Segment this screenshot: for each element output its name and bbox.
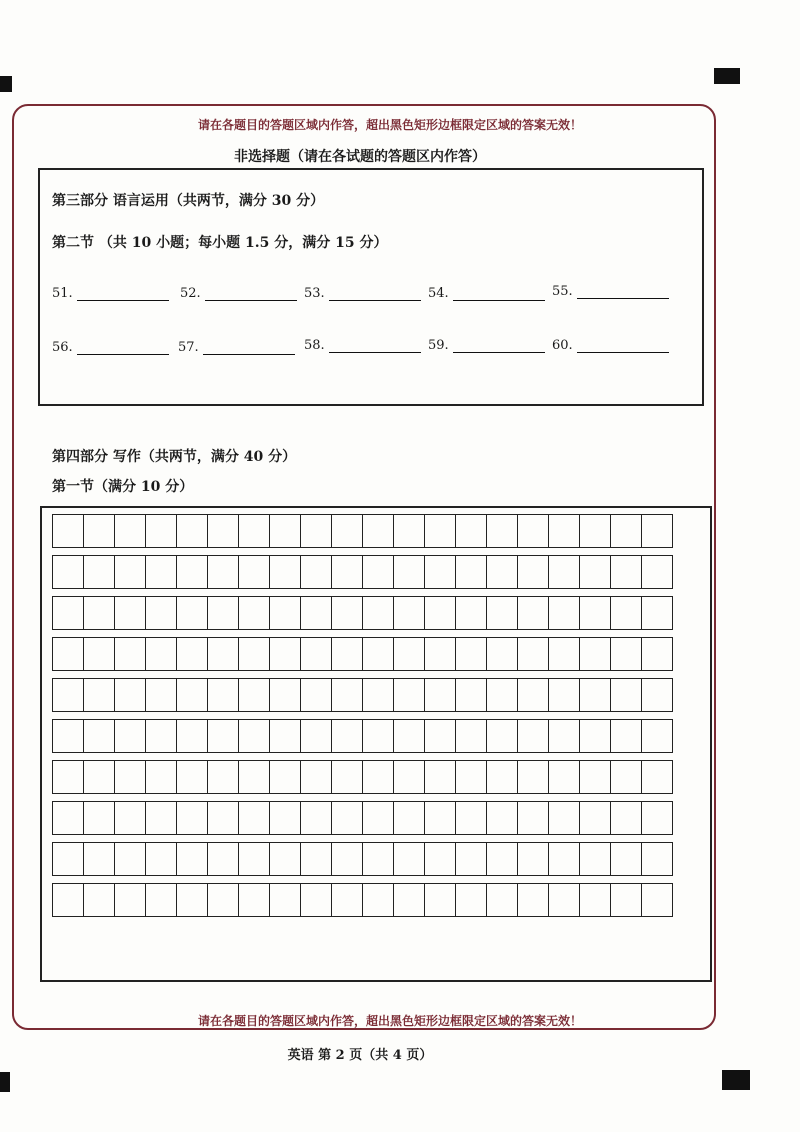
grid-row bbox=[52, 842, 673, 876]
grid-cell[interactable] bbox=[146, 515, 177, 547]
grid-cell[interactable] bbox=[115, 802, 146, 834]
grid-cell[interactable] bbox=[549, 597, 580, 629]
answer-line[interactable] bbox=[453, 340, 545, 353]
grid-cell[interactable] bbox=[642, 556, 673, 588]
grid-cell[interactable] bbox=[487, 556, 518, 588]
grid-cell[interactable] bbox=[580, 802, 611, 834]
grid-cell[interactable] bbox=[425, 597, 456, 629]
part3-title: 第三部分 语言运用（共两节，满分 30 分） bbox=[52, 193, 325, 209]
answer-number: 57. bbox=[178, 340, 199, 355]
grid-cell[interactable] bbox=[456, 720, 487, 752]
grid-cell[interactable] bbox=[53, 679, 84, 711]
grid-cell[interactable] bbox=[487, 720, 518, 752]
grid-cell[interactable] bbox=[425, 802, 456, 834]
grid-cell[interactable] bbox=[611, 884, 642, 916]
grid-cell[interactable] bbox=[239, 720, 270, 752]
grid-cell[interactable] bbox=[270, 802, 301, 834]
grid-row bbox=[52, 719, 673, 753]
grid-cell[interactable] bbox=[332, 761, 363, 793]
grid-cell[interactable] bbox=[487, 597, 518, 629]
grid-cell[interactable] bbox=[394, 638, 425, 670]
grid-cell[interactable] bbox=[332, 597, 363, 629]
grid-cell[interactable] bbox=[146, 884, 177, 916]
grid-cell[interactable] bbox=[518, 720, 549, 752]
grid-cell[interactable] bbox=[518, 556, 549, 588]
grid-cell[interactable] bbox=[53, 515, 84, 547]
registration-mark-top-left bbox=[0, 76, 12, 92]
grid-cell[interactable] bbox=[363, 515, 394, 547]
grid-cell[interactable] bbox=[239, 843, 270, 875]
grid-cell[interactable] bbox=[177, 884, 208, 916]
answer-number: 56. bbox=[52, 340, 73, 355]
grid-cell[interactable] bbox=[394, 679, 425, 711]
grid-cell[interactable] bbox=[84, 843, 115, 875]
grid-cell[interactable] bbox=[84, 597, 115, 629]
grid-cell[interactable] bbox=[549, 720, 580, 752]
grid-cell[interactable] bbox=[332, 556, 363, 588]
grid-cell[interactable] bbox=[208, 679, 239, 711]
grid-cell[interactable] bbox=[84, 515, 115, 547]
grid-cell[interactable] bbox=[239, 638, 270, 670]
grid-cell[interactable] bbox=[549, 638, 580, 670]
grid-cell[interactable] bbox=[115, 556, 146, 588]
grid-cell[interactable] bbox=[394, 761, 425, 793]
grid-cell[interactable] bbox=[611, 679, 642, 711]
page-footer: 英语 第 2 页（共 4 页） bbox=[287, 1048, 433, 1063]
grid-cell[interactable] bbox=[53, 638, 84, 670]
grid-cell[interactable] bbox=[487, 843, 518, 875]
answer-line[interactable] bbox=[77, 342, 169, 355]
grid-cell[interactable] bbox=[270, 720, 301, 752]
answer-line[interactable] bbox=[203, 342, 295, 355]
grid-cell[interactable] bbox=[146, 761, 177, 793]
warning-bottom: 请在各题目的答题区域内作答，超出黑色矩形边框限定区域的答案无效！ bbox=[197, 1014, 582, 1028]
grid-cell[interactable] bbox=[580, 679, 611, 711]
grid-cell[interactable] bbox=[301, 597, 332, 629]
answer-blank-53[interactable] bbox=[304, 286, 421, 301]
grid-cell[interactable] bbox=[549, 556, 580, 588]
grid-cell[interactable] bbox=[518, 884, 549, 916]
grid-cell[interactable] bbox=[146, 802, 177, 834]
grid-cell[interactable] bbox=[301, 638, 332, 670]
grid-cell[interactable] bbox=[53, 761, 84, 793]
grid-cell[interactable] bbox=[84, 884, 115, 916]
grid-cell[interactable] bbox=[549, 843, 580, 875]
grid-cell[interactable] bbox=[363, 720, 394, 752]
grid-cell[interactable] bbox=[518, 843, 549, 875]
grid-cell[interactable] bbox=[84, 679, 115, 711]
grid-cell[interactable] bbox=[84, 761, 115, 793]
grid-cell[interactable] bbox=[239, 802, 270, 834]
grid-cell[interactable] bbox=[580, 843, 611, 875]
grid-cell[interactable] bbox=[239, 597, 270, 629]
answer-number: 60. bbox=[552, 338, 573, 353]
grid-cell[interactable] bbox=[301, 679, 332, 711]
grid-cell[interactable] bbox=[332, 720, 363, 752]
answer-blank-55[interactable] bbox=[552, 284, 669, 299]
grid-cell[interactable] bbox=[363, 802, 394, 834]
registration-mark-bottom-right bbox=[722, 1070, 750, 1090]
grid-cell[interactable] bbox=[642, 515, 673, 547]
answer-blank-52[interactable] bbox=[180, 286, 297, 301]
grid-cell[interactable] bbox=[487, 761, 518, 793]
grid-cell[interactable] bbox=[518, 597, 549, 629]
grid-cell[interactable] bbox=[177, 597, 208, 629]
grid-cell[interactable] bbox=[332, 638, 363, 670]
grid-cell[interactable] bbox=[208, 638, 239, 670]
grid-cell[interactable] bbox=[456, 556, 487, 588]
grid-row bbox=[52, 514, 673, 548]
grid-cell[interactable] bbox=[53, 556, 84, 588]
grid-cell[interactable] bbox=[394, 556, 425, 588]
grid-row bbox=[52, 596, 673, 630]
grid-cell[interactable] bbox=[332, 515, 363, 547]
grid-cell[interactable] bbox=[53, 884, 84, 916]
answer-line[interactable] bbox=[577, 286, 669, 299]
grid-cell[interactable] bbox=[487, 515, 518, 547]
grid-cell[interactable] bbox=[425, 556, 456, 588]
grid-cell[interactable] bbox=[394, 802, 425, 834]
grid-cell[interactable] bbox=[549, 802, 580, 834]
grid-cell[interactable] bbox=[115, 597, 146, 629]
grid-cell[interactable] bbox=[177, 679, 208, 711]
grid-cell[interactable] bbox=[580, 597, 611, 629]
grid-cell[interactable] bbox=[487, 884, 518, 916]
answer-number: 53. bbox=[304, 286, 325, 301]
grid-cell[interactable] bbox=[301, 761, 332, 793]
grid-cell[interactable] bbox=[239, 884, 270, 916]
grid-cell[interactable] bbox=[301, 515, 332, 547]
answer-line[interactable] bbox=[205, 288, 297, 301]
grid-cell[interactable] bbox=[425, 761, 456, 793]
grid-cell[interactable] bbox=[208, 597, 239, 629]
grid-cell[interactable] bbox=[394, 843, 425, 875]
grid-cell[interactable] bbox=[611, 597, 642, 629]
grid-cell[interactable] bbox=[301, 843, 332, 875]
grid-cell[interactable] bbox=[53, 720, 84, 752]
part4-section1-title: 第一节（满分 10 分） bbox=[52, 479, 194, 495]
grid-cell[interactable] bbox=[115, 638, 146, 670]
grid-cell[interactable] bbox=[487, 802, 518, 834]
grid-cell[interactable] bbox=[456, 843, 487, 875]
answer-number: 59. bbox=[428, 338, 449, 353]
grid-cell[interactable] bbox=[177, 720, 208, 752]
grid-cell[interactable] bbox=[580, 884, 611, 916]
answer-line[interactable] bbox=[453, 288, 545, 301]
grid-cell[interactable] bbox=[456, 597, 487, 629]
answer-line[interactable] bbox=[77, 288, 169, 301]
grid-cell[interactable] bbox=[363, 843, 394, 875]
answer-number: 58. bbox=[304, 338, 325, 353]
grid-cell[interactable] bbox=[177, 802, 208, 834]
grid-cell[interactable] bbox=[177, 556, 208, 588]
grid-cell[interactable] bbox=[456, 515, 487, 547]
grid-cell[interactable] bbox=[146, 843, 177, 875]
part3-section2-title: 第二节 （共 10 小题；每小题 1.5 分，满分 15 分） bbox=[52, 235, 388, 251]
grid-cell[interactable] bbox=[115, 679, 146, 711]
grid-cell[interactable] bbox=[518, 515, 549, 547]
grid-cell[interactable] bbox=[208, 556, 239, 588]
grid-cell[interactable] bbox=[239, 515, 270, 547]
registration-mark-top-right bbox=[714, 68, 740, 84]
grid-cell[interactable] bbox=[425, 720, 456, 752]
grid-cell[interactable] bbox=[53, 843, 84, 875]
grid-cell[interactable] bbox=[518, 679, 549, 711]
grid-cell[interactable] bbox=[611, 638, 642, 670]
grid-cell[interactable] bbox=[642, 843, 673, 875]
grid-cell[interactable] bbox=[332, 884, 363, 916]
grid-row bbox=[52, 801, 673, 835]
grid-cell[interactable] bbox=[115, 515, 146, 547]
grid-cell[interactable] bbox=[115, 884, 146, 916]
grid-cell[interactable] bbox=[549, 761, 580, 793]
grid-row bbox=[52, 678, 673, 712]
grid-cell[interactable] bbox=[394, 515, 425, 547]
answer-blank-57[interactable] bbox=[178, 340, 295, 355]
section-title: 非选择题（请在各试题的答题区内作答） bbox=[234, 149, 486, 165]
grid-cell[interactable] bbox=[611, 720, 642, 752]
grid-cell[interactable] bbox=[208, 802, 239, 834]
grid-cell[interactable] bbox=[611, 515, 642, 547]
grid-cell[interactable] bbox=[84, 720, 115, 752]
grid-cell[interactable] bbox=[580, 515, 611, 547]
grid-cell[interactable] bbox=[301, 884, 332, 916]
grid-cell[interactable] bbox=[642, 679, 673, 711]
grid-cell[interactable] bbox=[363, 638, 394, 670]
grid-cell[interactable] bbox=[146, 597, 177, 629]
grid-cell[interactable] bbox=[549, 679, 580, 711]
grid-cell[interactable] bbox=[270, 515, 301, 547]
grid-cell[interactable] bbox=[53, 597, 84, 629]
answer-line[interactable] bbox=[329, 340, 421, 353]
grid-cell[interactable] bbox=[270, 638, 301, 670]
grid-cell[interactable] bbox=[456, 884, 487, 916]
grid-cell[interactable] bbox=[270, 679, 301, 711]
grid-row bbox=[52, 637, 673, 671]
grid-cell[interactable] bbox=[363, 884, 394, 916]
grid-cell[interactable] bbox=[208, 720, 239, 752]
grid-cell[interactable] bbox=[146, 720, 177, 752]
grid-cell[interactable] bbox=[518, 802, 549, 834]
answer-blank-58[interactable] bbox=[304, 338, 421, 353]
answer-number: 54. bbox=[428, 286, 449, 301]
grid-cell[interactable] bbox=[177, 515, 208, 547]
grid-cell[interactable] bbox=[115, 843, 146, 875]
grid-row bbox=[52, 883, 673, 917]
grid-cell[interactable] bbox=[301, 556, 332, 588]
grid-cell[interactable] bbox=[146, 556, 177, 588]
grid-cell[interactable] bbox=[487, 679, 518, 711]
grid-cell[interactable] bbox=[580, 556, 611, 588]
answer-line[interactable] bbox=[329, 288, 421, 301]
warning-top: 请在各题目的答题区域内作答，超出黑色矩形边框限定区域的答案无效！ bbox=[197, 118, 582, 132]
answer-blank-56[interactable] bbox=[52, 340, 169, 355]
grid-cell[interactable] bbox=[642, 802, 673, 834]
grid-cell[interactable] bbox=[518, 761, 549, 793]
grid-cell[interactable] bbox=[208, 761, 239, 793]
grid-cell[interactable] bbox=[642, 761, 673, 793]
grid-cell[interactable] bbox=[425, 638, 456, 670]
grid-cell[interactable] bbox=[611, 802, 642, 834]
grid-cell[interactable] bbox=[425, 843, 456, 875]
grid-cell[interactable] bbox=[177, 843, 208, 875]
part4-title: 第四部分 写作（共两节，满分 40 分） bbox=[52, 449, 297, 465]
grid-cell[interactable] bbox=[208, 843, 239, 875]
grid-cell[interactable] bbox=[270, 843, 301, 875]
grid-cell[interactable] bbox=[115, 720, 146, 752]
grid-cell[interactable] bbox=[642, 720, 673, 752]
grid-cell[interactable] bbox=[487, 638, 518, 670]
grid-cell[interactable] bbox=[580, 761, 611, 793]
answer-blank-60[interactable] bbox=[552, 338, 669, 353]
grid-cell[interactable] bbox=[425, 679, 456, 711]
grid-cell[interactable] bbox=[456, 802, 487, 834]
grid-cell[interactable] bbox=[208, 884, 239, 916]
grid-cell[interactable] bbox=[580, 638, 611, 670]
grid-cell[interactable] bbox=[146, 679, 177, 711]
grid-cell[interactable] bbox=[549, 515, 580, 547]
grid-cell[interactable] bbox=[363, 556, 394, 588]
grid-cell[interactable] bbox=[611, 556, 642, 588]
grid-cell[interactable] bbox=[456, 638, 487, 670]
registration-mark-bottom-left bbox=[0, 1072, 10, 1092]
grid-row bbox=[52, 555, 673, 589]
grid-cell[interactable] bbox=[549, 884, 580, 916]
answer-blank-59[interactable] bbox=[428, 338, 545, 353]
grid-cell[interactable] bbox=[239, 556, 270, 588]
answer-blank-51[interactable] bbox=[52, 286, 169, 301]
grid-cell[interactable] bbox=[332, 679, 363, 711]
grid-cell[interactable] bbox=[363, 597, 394, 629]
answer-number: 55. bbox=[552, 284, 573, 299]
grid-cell[interactable] bbox=[270, 556, 301, 588]
grid-cell[interactable] bbox=[332, 843, 363, 875]
answer-number: 51. bbox=[52, 286, 73, 301]
grid-cell[interactable] bbox=[146, 638, 177, 670]
grid-cell[interactable] bbox=[394, 720, 425, 752]
grid-cell[interactable] bbox=[115, 761, 146, 793]
grid-cell[interactable] bbox=[580, 720, 611, 752]
grid-cell[interactable] bbox=[84, 638, 115, 670]
grid-cell[interactable] bbox=[239, 679, 270, 711]
grid-cell[interactable] bbox=[518, 638, 549, 670]
grid-cell[interactable] bbox=[425, 884, 456, 916]
grid-cell[interactable] bbox=[270, 597, 301, 629]
grid-cell[interactable] bbox=[239, 761, 270, 793]
grid-row bbox=[52, 760, 673, 794]
grid-cell[interactable] bbox=[425, 515, 456, 547]
answer-blank-54[interactable] bbox=[428, 286, 545, 301]
grid-cell[interactable] bbox=[363, 679, 394, 711]
grid-cell[interactable] bbox=[177, 761, 208, 793]
grid-cell[interactable] bbox=[208, 515, 239, 547]
grid-cell[interactable] bbox=[332, 802, 363, 834]
grid-cell[interactable] bbox=[611, 843, 642, 875]
answer-number: 52. bbox=[180, 286, 201, 301]
grid-cell[interactable] bbox=[363, 761, 394, 793]
grid-cell[interactable] bbox=[270, 884, 301, 916]
grid-cell[interactable] bbox=[177, 638, 208, 670]
grid-cell[interactable] bbox=[270, 761, 301, 793]
grid-cell[interactable] bbox=[611, 761, 642, 793]
grid-cell[interactable] bbox=[456, 761, 487, 793]
answer-line[interactable] bbox=[577, 340, 669, 353]
grid-cell[interactable] bbox=[84, 556, 115, 588]
grid-cell[interactable] bbox=[642, 597, 673, 629]
grid-cell[interactable] bbox=[456, 679, 487, 711]
grid-cell[interactable] bbox=[301, 720, 332, 752]
grid-cell[interactable] bbox=[301, 802, 332, 834]
grid-cell[interactable] bbox=[394, 884, 425, 916]
grid-cell[interactable] bbox=[84, 802, 115, 834]
grid-cell[interactable] bbox=[394, 597, 425, 629]
grid-cell[interactable] bbox=[53, 802, 84, 834]
grid-cell[interactable] bbox=[642, 884, 673, 916]
grid-cell[interactable] bbox=[642, 638, 673, 670]
